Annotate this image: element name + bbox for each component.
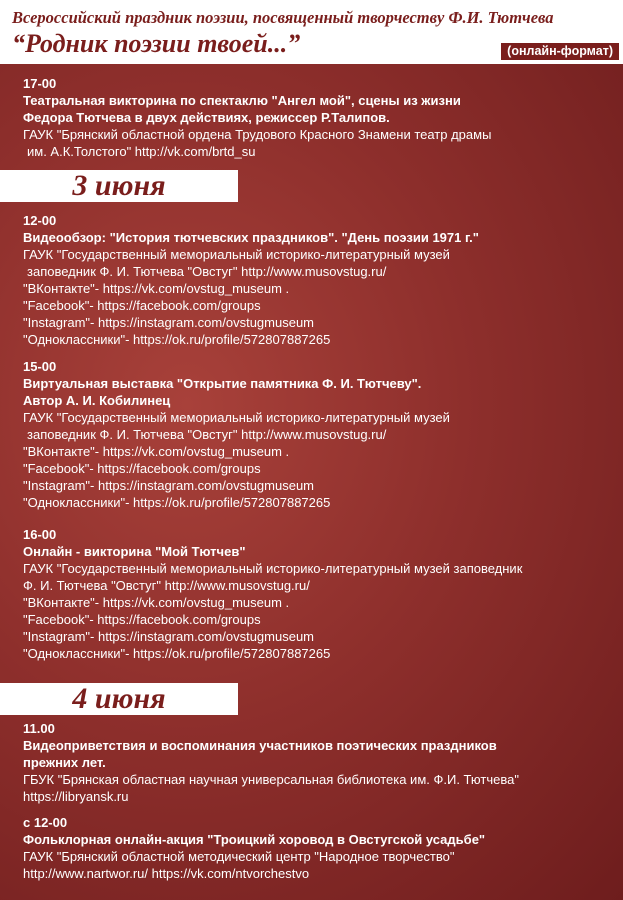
event-title: прежних лет. [23,755,106,770]
odnoklassniki-link[interactable]: "Одноклассники"- https://ok.ru/profile/572807887265 [23,495,331,510]
event-from-12-00 [23,814,613,882]
event-website-link[interactable]: Ф. И. Тютчева "Овстуг" http://www.musovstug.ru/ [23,578,310,593]
event-title: Видеообзор: "История тютчевских праздников". "День поэзии 1971 г." [23,230,479,245]
vk-link[interactable]: "ВКонтакте"- https://vk.com/ovstug_museum . [23,444,290,459]
event-organizer: ГБУК "Брянская областная научная универсальная библиотека им. Ф.И. Тютчева" [23,772,519,787]
event-time: 15-00 [23,359,57,374]
event-time: 11.00 [23,721,55,736]
event-organizer: ГАУК "Государственный мемориальный историко-литературный музей заповедник [23,561,523,576]
event-title: Автор А. И. Кобилинец [23,393,171,408]
event-title: Видеоприветствия и воспоминания участников поэтических праздников [23,738,497,753]
event-organizer: ГАУК "Государственный мемориальный историко-литературный музей [23,247,450,262]
odnoklassniki-link[interactable]: "Одноклассники"- https://ok.ru/profile/572807887265 [23,332,331,347]
event-time: 16-00 [23,527,57,542]
event-organizer: ГАУК "Государственный мемориальный историко-литературный музей [23,410,450,425]
event-title: Федора Тютчева в двух действиях, режиссер Р.Талипов. [23,110,390,125]
vk-link[interactable]: "ВКонтакте"- https://vk.com/ovstug_museum . [23,595,290,610]
odnoklassniki-link[interactable]: "Одноклассники"- https://ok.ru/profile/572807887265 [23,646,331,661]
day-banner-june-4: 4 июня [0,683,238,715]
event-17-00 [23,75,613,160]
event-time: 12-00 [23,213,57,228]
event-title: Фольклорная онлайн-акция "Троицкий хоровод в Овстугской усадьбе" [23,832,486,847]
facebook-link[interactable]: "Facebook"- https://facebook.com/groups [23,612,261,627]
festival-title: “Родник поэзии твоей...” [12,29,301,58]
event-16-00 [23,526,613,662]
event-organizer: ГАУК "Брянский областной ордена Трудового Красного Знамени театр драмы [23,127,492,142]
event-website-link[interactable]: заповедник Ф. И. Тютчева "Овстуг" http://www.musovstug.ru/ [27,427,387,442]
vk-link[interactable]: "ВКонтакте"- https://vk.com/ovstug_museum . [23,281,290,296]
event-11-00 [23,720,613,805]
event-website-link[interactable]: http://www.nartwor.ru/ https://vk.com/ntvorchestvo [23,866,310,881]
instagram-link[interactable]: "Instagram"- https://instagram.com/ovstugmuseum [23,629,315,644]
instagram-link[interactable]: "Instagram"- https://instagram.com/ovstugmuseum [23,478,315,493]
event-title: Театральная викторина по спектаклю "Ангел мой", сцены из жизни [23,93,461,108]
event-organizer: ГАУК "Брянский областной методический центр "Народное творчество" [23,849,455,864]
instagram-link[interactable]: "Instagram"- https://instagram.com/ovstugmuseum [23,315,315,330]
event-time: с 12-00 [23,815,68,830]
event-12-00 [23,212,613,348]
header-banner [0,0,623,64]
format-badge: (онлайн-формат) [501,43,619,60]
event-link[interactable]: им. А.К.Толстого" http://vk.com/brtd_su [27,144,256,159]
facebook-link[interactable]: "Facebook"- https://facebook.com/groups [23,461,261,476]
event-title: Виртуальная выставка "Открытие памятника Ф. И. Тютчеву". [23,376,422,391]
event-time: 17-00 [23,76,57,91]
day-banner-june-3: 3 июня [0,170,238,202]
facebook-link[interactable]: "Facebook"- https://facebook.com/groups [23,298,261,313]
event-15-00 [23,358,613,511]
event-website-link[interactable]: заповедник Ф. И. Тютчева "Овстуг" http://www.musovstug.ru/ [27,264,387,279]
event-website-link[interactable]: https://libryansk.ru [23,789,129,804]
festival-subtitle: Всероссийский праздник поэзии, посвященный творчеству Ф.И. Тютчева [12,8,554,27]
event-title: Онлайн - викторина "Мой Тютчев" [23,544,246,559]
